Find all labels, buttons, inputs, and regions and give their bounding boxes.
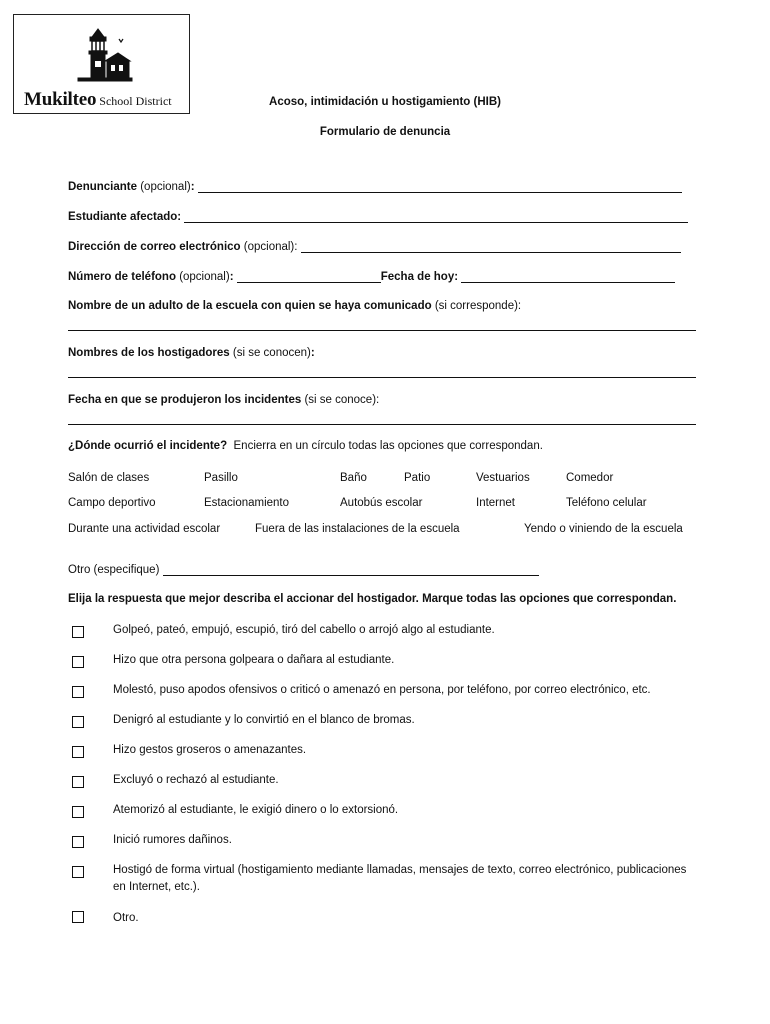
location-option[interactable]: Internet	[476, 497, 515, 509]
location-option[interactable]: Baño	[340, 472, 367, 484]
email-field: Dirección de correo electrónico (opcional):	[68, 240, 681, 253]
behavior-checkbox[interactable]	[72, 716, 84, 728]
incident-date-input[interactable]	[68, 424, 696, 425]
behavior-checkbox[interactable]	[72, 626, 84, 638]
behavior-checkbox[interactable]	[72, 866, 84, 878]
location-option[interactable]: Fuera de las instalaciones de la escuela	[255, 523, 460, 535]
location-option[interactable]: Estacionamiento	[204, 497, 290, 509]
behavior-checkbox[interactable]	[72, 806, 84, 818]
behavior-checkbox[interactable]	[72, 911, 84, 923]
complainant-field: Denunciante (opcional) :	[68, 180, 682, 193]
location-other-input[interactable]	[163, 563, 539, 576]
student-field	[68, 210, 688, 223]
adult-input[interactable]	[68, 330, 696, 331]
location-option[interactable]: Patio	[404, 472, 431, 484]
behavior-checkbox[interactable]	[72, 686, 84, 698]
email-label: Dirección de correo electrónico	[68, 241, 241, 253]
location-option[interactable]: Pasillo	[204, 472, 238, 484]
behavior-checkbox[interactable]	[72, 776, 84, 788]
phone-label: Número de teléfono	[68, 271, 176, 283]
behavior-option: Golpeó, pateó, empujó, escupió, tiró del cabello o arrojó algo al estudiante.	[113, 624, 495, 636]
form-subtitle: Formulario de denuncia	[319, 126, 451, 138]
email-input[interactable]	[301, 240, 681, 253]
adult-label: Nombre de un adulto de la escuela con quien se haya comunicado	[68, 300, 432, 312]
location-option[interactable]: Yendo o viniendo de la escuela	[524, 523, 683, 535]
location-option[interactable]: Vestuarios	[476, 472, 530, 484]
phone-field: Número de teléfono (opcional) : Fecha de hoy:	[68, 270, 675, 283]
behavior-option: Inició rumores dañinos.	[113, 834, 232, 846]
location-option[interactable]: Salón de clases	[68, 472, 150, 484]
form-title: Acoso, intimidación u hostigamiento (HIB)	[269, 96, 501, 108]
phone-input[interactable]	[237, 270, 381, 283]
behavior-option: Molestó, puso apodos ofensivos o criticó o amenazó en persona, por teléfono, por correo electrónico, etc.	[113, 684, 651, 696]
date-input[interactable]	[461, 270, 675, 283]
behavior-option: Excluyó o rechazó al estudiante.	[113, 774, 279, 786]
location-option[interactable]: Campo deportivo	[68, 497, 156, 509]
incident-date-field: Fecha en que se produjeron los incidentes (si se conoce):	[68, 394, 380, 406]
behavior-option: Hizo que otra persona golpeara o dañara al estudiante.	[113, 654, 395, 666]
incident-date-label: Fecha en que se produjeron los incidentes	[68, 394, 302, 406]
behavior-checkbox[interactable]	[72, 836, 84, 848]
aggressors-field: Nombres de los hostigadores (si se conocen) :	[68, 347, 315, 359]
complainant-label: Denunciante	[68, 181, 138, 193]
lighthouse-icon	[72, 23, 134, 85]
location-instruction: Encierra en un círculo todas las opciones que correspondan.	[233, 440, 543, 452]
location-other-field	[68, 563, 539, 576]
complainant-input[interactable]	[198, 180, 682, 193]
student-input[interactable]	[184, 210, 688, 223]
location-option[interactable]: Autobús escolar	[340, 497, 423, 509]
logo-name: Mukilteo	[24, 89, 97, 110]
location-other-label: Otro (especifique)	[68, 564, 160, 576]
behavior-checkbox[interactable]	[72, 746, 84, 758]
adult-field: Nombre de un adulto de la escuela con quien se haya comunicado (si corresponde):	[68, 300, 522, 312]
aggressors-label: Nombres de los hostigadores	[68, 347, 230, 359]
behavior-option: Hizo gestos groseros o amenazantes.	[113, 744, 307, 756]
logo-subtitle: School District	[99, 94, 172, 108]
behavior-prompt: Elija la respuesta que mejor describa el accionar del hostigador. Marque todas las opciones que correspondan.	[68, 593, 677, 605]
aggressors-input[interactable]	[68, 377, 696, 378]
location-option[interactable]: Teléfono celular	[566, 497, 647, 509]
behavior-option: Hostigó de forma virtual (hostigamiento mediante llamadas, mensajes de texto, correo electrónico, publicaciones en Internet, etc.).	[113, 864, 687, 893]
behavior-option: Denigró al estudiante y lo convirtió en el blanco de bromas.	[113, 714, 415, 726]
location-option[interactable]: Durante una actividad escolar	[68, 523, 221, 535]
location-question: ¿Dónde ocurrió el incidente? Encierra en un círculo todas las opciones que correspondan.	[68, 440, 543, 452]
location-option[interactable]: Comedor	[566, 472, 614, 484]
date-label: Fecha de hoy:	[380, 271, 459, 283]
behavior-option: Otro.	[113, 912, 139, 924]
behavior-option: Atemorizó al estudiante, le exigió dinero o lo extorsionó.	[113, 804, 399, 816]
student-label: Estudiante afectado:	[68, 211, 182, 223]
behavior-checkbox[interactable]	[72, 656, 84, 668]
